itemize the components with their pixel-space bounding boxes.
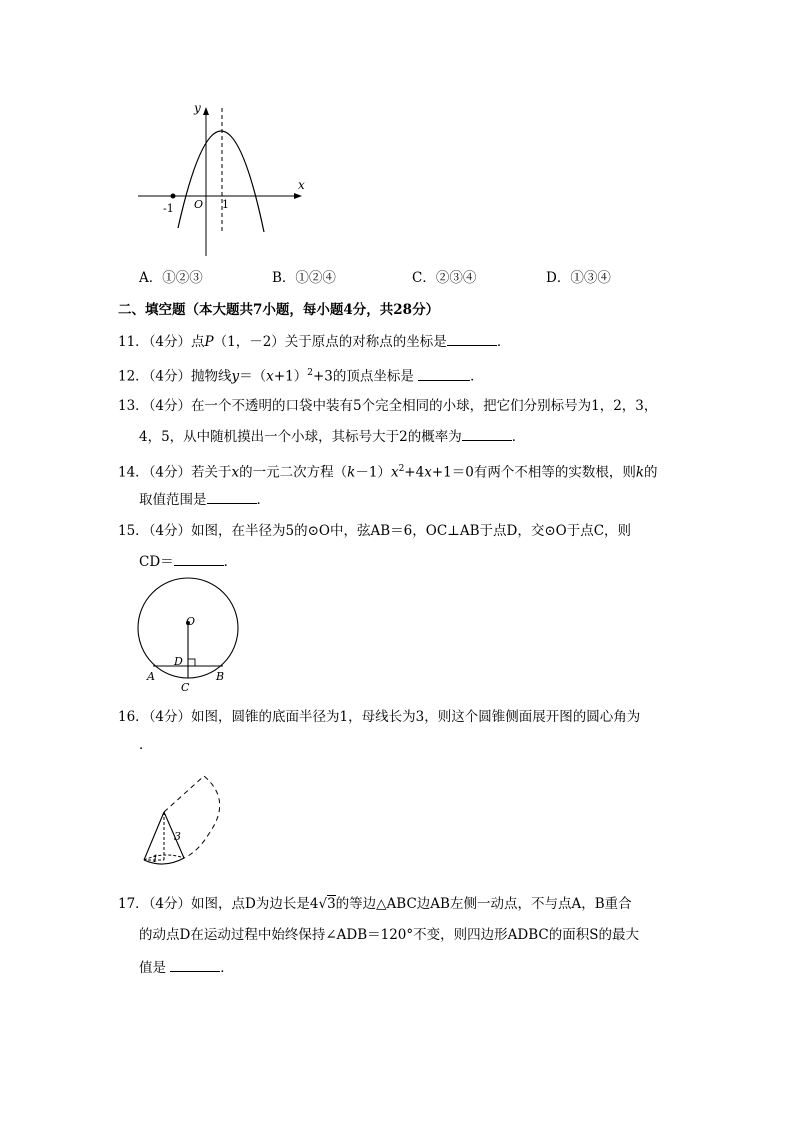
y-axis-arrow — [203, 107, 209, 115]
question-17-line2: 的动点D在运动过程中始终保持∠ADB＝120°不变，则四边形ADBC的面积S的最大 — [139, 927, 639, 943]
label-d: D — [174, 655, 183, 668]
answer-blank — [447, 331, 497, 346]
question-number: 11． — [118, 334, 149, 350]
option-a: A．①②③ — [139, 270, 203, 286]
answer-blank — [418, 366, 470, 381]
question-17: 17．（4分）如图，点D为边长是4√3的等边△ABC边AB左侧一动点，不与点A，B重合 — [118, 896, 632, 912]
question-12: 12．（4分）抛物线$y=(x+1)^2+3$的顶点坐标是 ． — [118, 363, 484, 387]
sector-unfolding — [164, 776, 220, 858]
y-axis-label: y — [194, 101, 201, 115]
label-radius-1: 1 — [152, 854, 159, 865]
label-o: O — [186, 615, 196, 628]
x-axis-label: x — [298, 178, 305, 192]
question-15: 15．（4分）如图，在半径为5的⊙O中，弦AB＝6，OC⊥AB于点D，交⊙O于点C，则 — [118, 523, 632, 539]
label-b: B — [216, 670, 225, 683]
question-17-line3: 值是 ． — [139, 957, 234, 978]
cone-left-side — [144, 812, 164, 860]
question-13: 13．（4分）在一个不透明的口袋中装有5个完全相同的小球，把它们分别标号为1，2，3， — [118, 398, 658, 414]
label-c: C — [181, 681, 190, 694]
x-axis-arrow — [294, 193, 302, 199]
option-d: D．①③④ — [546, 270, 611, 286]
cone-figure — [136, 770, 226, 872]
section-title: 二、填空题（本大题共7小题，每小题4分，共28分） — [118, 302, 440, 318]
question-15-line2: CD＝ ． — [139, 551, 237, 572]
point-neg1 — [171, 194, 176, 199]
right-angle-mark — [188, 659, 195, 666]
parabola-curve — [178, 131, 264, 232]
option-c: C．②③④ — [412, 270, 477, 286]
question-number: 15． — [118, 523, 149, 539]
label-a: A — [147, 670, 155, 683]
question-number: 16． — [118, 709, 149, 725]
answer-blank — [170, 957, 220, 972]
origin-label: O — [194, 198, 204, 211]
label-slant-3: 3 — [174, 830, 181, 843]
answer-blank — [174, 551, 224, 566]
answer-blank — [207, 489, 257, 504]
question-16: 16．（4分）如图，圆锥的底面半径为1，母线长为3，则这个圆锥侧面展开图的圆心角为 — [118, 709, 641, 725]
question-number: 14． — [118, 464, 149, 481]
sqrt-symbol: √ — [318, 896, 328, 912]
question-11: 11．（4分）点P（1，－2）关于原点的对称点的坐标是 ． — [118, 331, 510, 352]
tick-label-neg1: -1 — [163, 202, 174, 215]
answer-blank — [462, 426, 512, 441]
question-number: 17． — [118, 896, 149, 912]
question-13-line2: 4，5，从中随机摸出一个小球，其标号大于2的概率为 ． — [139, 426, 525, 447]
parabola-graph — [130, 96, 315, 261]
option-b: B．①②④ — [272, 270, 336, 286]
question-14: 14．（4分）若关于x的一元二次方程$(k-1)x^2+4x+1=0$有两个不相等的实数根，则k的 — [118, 464, 658, 481]
question-number: 13． — [118, 398, 149, 414]
tick-label-1: 1 — [222, 198, 229, 211]
question-16-line2: ． — [139, 737, 153, 753]
circle-figure — [134, 576, 246, 694]
question-number: 12． — [118, 368, 149, 385]
question-14-line2: 取值范围是 ． — [139, 489, 270, 510]
